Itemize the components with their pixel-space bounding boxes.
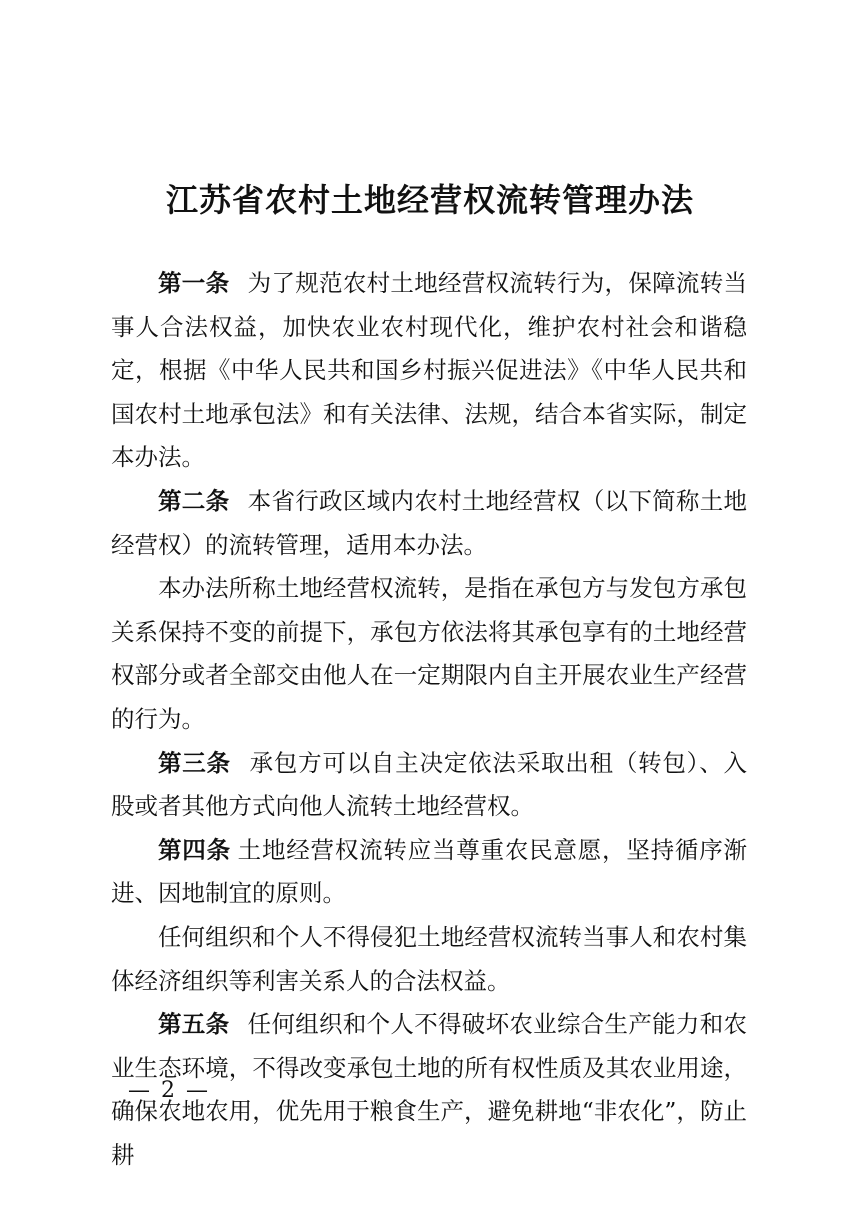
paragraph-article-3 (111, 742, 747, 829)
paragraph-text: 土地经营权流转应当尊重农民意愿，坚持循序渐进、因地制宜的原则。 (111, 835, 747, 908)
paragraph-article-2-definition (111, 567, 747, 741)
article-heading: 第三条 (158, 748, 231, 777)
article-heading: 第五条 (158, 1010, 230, 1039)
paragraph-text: 任何组织和个人不得破坏农业综合生产能力和农业生态环境，不得改变承包土地的所有权性质及其农业用途，确保农地农用，优先用于粮食生产，避免耕地“非农化”，防止耕 (111, 1010, 747, 1169)
paragraph-text: 为了规范农村土地经营权流转行为，保障流转当事人合法权益，加快农业农村现代化，维护农村社会和谐稳定，根据《中华人民共和国乡村振兴促进法》《中华人民共和国农村土地承包法》和有关法律、法规，结合本省实际，制定本办法。 (111, 269, 747, 472)
document-body (111, 262, 747, 1177)
article-heading: 第一条 (158, 269, 230, 297)
paragraph-text: 本办法所称土地经营权流转，是指在承包方与发包方承包关系保持不变的前提下，承包方依法将其承包享有的土地经营权部分或者全部交由他人在一定期限内自主开展农业生产经营的行为。 (111, 574, 747, 733)
article-heading: 第四条 (158, 835, 231, 864)
paragraph-article-1 (111, 262, 747, 480)
paragraph-article-4 (111, 829, 747, 916)
paragraph-text: 本省行政区域内农村土地经营权（以下简称土地经营权）的流转管理，适用本办法。 (111, 486, 747, 559)
paragraph-article-4-continued (111, 916, 747, 1003)
document-title: 江苏省农村土地经营权流转管理办法 (165, 181, 694, 219)
page-number: — 2 — (128, 1078, 210, 1103)
paragraph-text: 任何组织和个人不得侵犯土地经营权流转当事人和农村集体经济组织等利害关系人的合法权益。 (111, 922, 747, 995)
article-heading: 第二条 (158, 486, 230, 515)
paragraph-text: 承包方可以自主决定依法采取出租（转包）、入股或者其他方式向他人流转土地经营权。 (111, 748, 747, 821)
paragraph-article-2 (111, 480, 747, 567)
